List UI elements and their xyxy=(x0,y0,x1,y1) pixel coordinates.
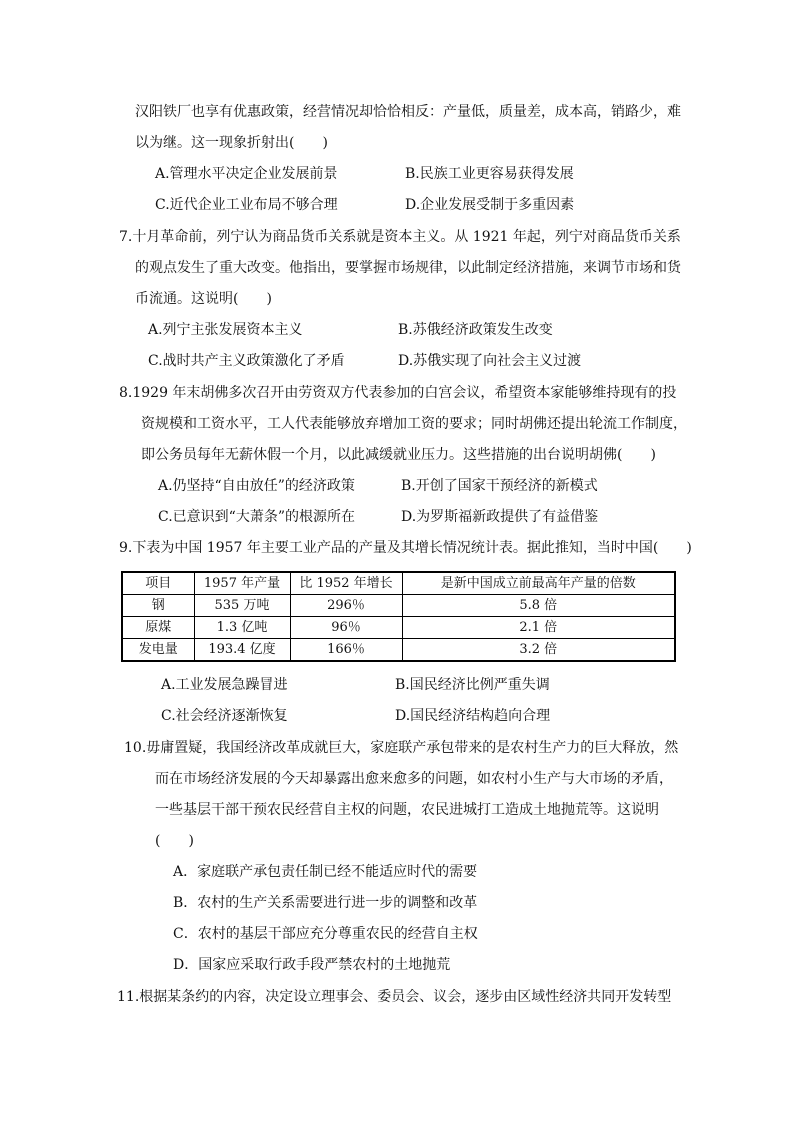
table-header-cell: 比 1952 年增长 xyxy=(290,572,402,595)
table-cell: 193.4 亿度 xyxy=(194,639,290,662)
q10-option-a[interactable]: A．家庭联产承包责任制已经不能适应时代的需要 xyxy=(173,864,478,880)
table-header-row xyxy=(122,572,675,595)
table-cell: 2.1 倍 xyxy=(402,617,675,639)
q6-option-b[interactable]: B.民族工业更容易获得发展 xyxy=(405,166,574,182)
q10-stem-line-2: 而在市场经济发展的今天却暴露出愈来愈多的问题，如农村小生产与大市场的矛盾， xyxy=(155,771,673,787)
q10-option-b[interactable]: B．农村的生产关系需要进行进一步的调整和改革 xyxy=(173,895,478,911)
table-cell: 钢 xyxy=(122,595,194,617)
q8-option-a[interactable]: A.仍坚持“自由放任”的经济政策 xyxy=(158,478,355,494)
table-cell: 3.2 倍 xyxy=(402,639,675,662)
q7-option-b[interactable]: B.苏俄经济政策发生改变 xyxy=(398,322,553,338)
table-row xyxy=(122,595,675,617)
q8-stem-line-2: 资规模和工资水平，工人代表能够放弃增加工资的要求；同时胡佛还提出轮流工作制度， xyxy=(141,416,687,432)
q10-option-d[interactable]: D．国家应采取行政手段严禁农村的土地抛荒 xyxy=(173,957,451,973)
q10-stem-line-4: ( ) xyxy=(155,833,194,849)
q6-option-a[interactable]: A.管理水平决定企业发展前景 xyxy=(155,166,338,182)
q9-option-a[interactable]: A.工业发展急躁冒进 xyxy=(161,677,288,693)
q9-option-b[interactable]: B.国民经济比例严重失调 xyxy=(395,677,550,693)
q7-stem-line-2: 的观点发生了重大改变。他指出，要掌握市场规律，以此制定经济措施，来调节市场和货 xyxy=(135,260,681,276)
q9-stem-line-1: 9.下表为中国 1957 年主要工业产品的产量及其增长情况统计表。据此推知，当时中国( ) xyxy=(119,540,692,556)
table-cell: 发电量 xyxy=(122,639,194,662)
table-cell: 166％ xyxy=(290,639,402,662)
q9-option-d[interactable]: D.国民经济结构趋向合理 xyxy=(395,708,551,724)
table-header-cell: 项目 xyxy=(122,572,194,595)
q6-stem-line-2: 以为继。这一现象折射出( ) xyxy=(135,135,328,151)
q8-option-b[interactable]: B.开创了国家干预经济的新模式 xyxy=(401,478,598,494)
table-cell: 1.3 亿吨 xyxy=(194,617,290,639)
q7-stem-line-3: 币流通。这说明( ) xyxy=(135,291,272,307)
q7-stem-line-1: 7.十月革命前，列宁认为商品货币关系就是资本主义。从 1921 年起，列宁对商品货币关系 xyxy=(119,229,681,245)
q6-option-d[interactable]: D.企业发展受制于多重因素 xyxy=(405,197,575,213)
q7-option-a[interactable]: A.列宁主张发展资本主义 xyxy=(148,322,303,338)
q6-stem-line-1: 汉阳铁厂也享有优惠政策，经营情况却恰恰相反：产量低，质量差，成本高，销路少，难 xyxy=(135,104,681,120)
q7-option-d[interactable]: D.苏俄实现了向社会主义过渡 xyxy=(398,353,582,369)
q10-stem-line-3: 一些基层干部干预农民经营自主权的问题，农民进城打工造成土地抛荒等。这说明 xyxy=(155,802,659,818)
q8-stem-line-1: 8.1929 年末胡佛多次召开由劳资双方代表参加的白宫会议，希望资本家能够维持现有的投 xyxy=(119,385,677,401)
table-cell: 5.8 倍 xyxy=(402,595,675,617)
table-cell: 原煤 xyxy=(122,617,194,639)
q8-option-c[interactable]: C.已意识到“大萧条”的根源所在 xyxy=(158,509,355,525)
q9-option-c[interactable]: C.社会经济逐渐恢复 xyxy=(161,708,288,724)
table-header-cell: 是新中国成立前最高年产量的倍数 xyxy=(402,572,675,595)
q8-stem-line-3: 即公务员每年无薪休假一个月，以此减缓就业压力。这些措施的出台说明胡佛( ) xyxy=(141,447,656,463)
q7-option-c[interactable]: C.战时共产主义政策激化了矛盾 xyxy=(148,353,345,369)
q8-option-d[interactable]: D.为罗斯福新政提供了有益借鉴 xyxy=(401,509,599,525)
table-cell: 296％ xyxy=(290,595,402,617)
q6-option-c[interactable]: C.近代企业工业布局不够合理 xyxy=(155,197,338,213)
table-cell: 96％ xyxy=(290,617,402,639)
table-cell: 535 万吨 xyxy=(194,595,290,617)
table-row xyxy=(122,617,675,639)
q10-option-c[interactable]: C．农村的基层干部应充分尊重农民的经营自主权 xyxy=(173,926,478,942)
q10-stem-line-1: 10.毋庸置疑，我国经济改革成就巨大，家庭联产承包带来的是农村生产力的巨大释放，然 xyxy=(124,740,679,756)
q11-stem-line-1: 11.根据某条约的内容，决定设立理事会、委员会、议会，逐步由区域性经济共同开发转型 xyxy=(117,989,672,1005)
table-header-cell: 1957 年产量 xyxy=(194,572,290,595)
production-stats-table xyxy=(121,571,676,662)
table-row xyxy=(122,639,675,662)
